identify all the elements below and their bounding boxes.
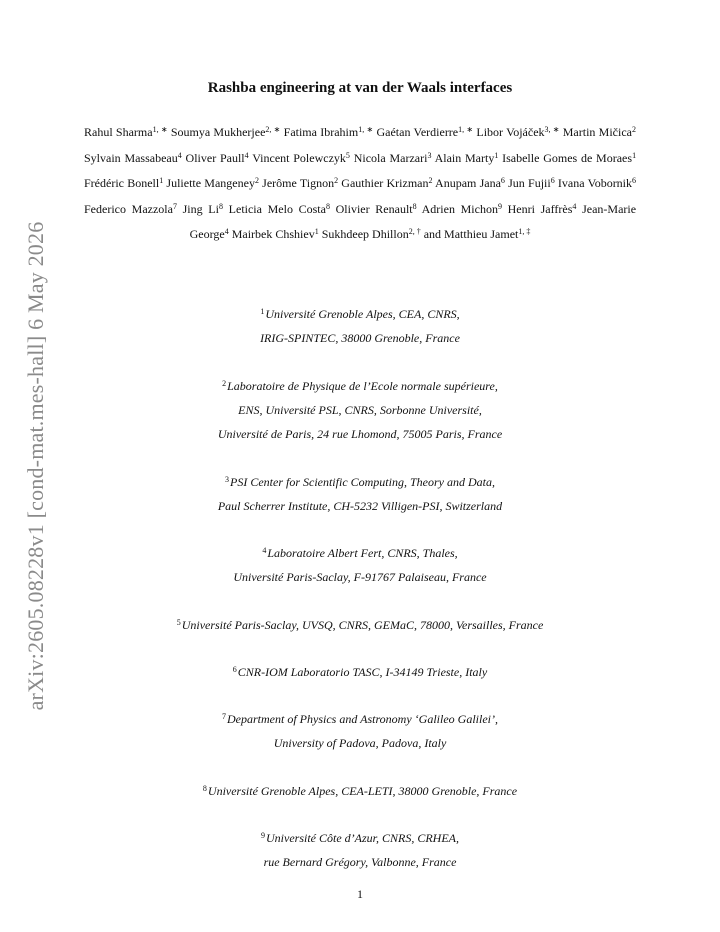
author [171,125,281,139]
author [563,125,636,139]
author-affiliation-mark: 6 [632,176,637,186]
author [336,202,417,216]
author [284,125,374,139]
author-affiliation-mark: 1, ∗ [152,125,168,134]
affiliation-3 [0,470,720,518]
author-name: Federico Mazzola [84,201,173,216]
author-name: Gaétan Verdierre [376,125,459,139]
author-affiliation-mark: 2, † [408,227,421,237]
author-affiliation-mark: 8 [412,201,417,211]
author-affiliation-mark: 1, ∗ [458,125,474,134]
author [508,202,577,216]
author [444,227,530,241]
affiliation-line [0,302,720,326]
author [84,202,177,216]
author-name: Libor Vojáček [476,125,545,139]
affiliation-line [0,326,720,350]
affiliation-number: 5 [176,618,181,627]
author [262,176,338,190]
affiliation-text: Université Grenoble Alpes, CEA-LETI, 38000 Grenoble, France [207,784,518,798]
author [252,151,350,165]
author-affiliation-mark: 4 [244,150,249,160]
affiliation-line [0,422,720,446]
author-affiliation-mark: 1 [494,150,499,160]
author-name: Olivier Renault [335,201,413,216]
author-name: Vincent Polewczyk [252,150,346,165]
author-name: Sukhdeep Dhillon [321,227,409,242]
author-name: Isabelle Gomes de Moraes [502,150,633,165]
affiliation-line [0,731,720,755]
affiliation-line [0,374,720,398]
author-affiliation-mark: 7 [172,201,177,211]
affiliation-text: Université Paris-Saclay, F-91767 Palaiseau, France [233,570,487,584]
affiliation-text: Université Grenoble Alpes, CEA, CNRS, [265,307,460,321]
author [354,151,432,165]
author-affiliation-mark: 2, ∗ [265,125,281,134]
author-affiliation-mark: 9 [497,201,502,211]
author [183,202,223,216]
author-name: Alain Marty [434,150,495,165]
author-name: Adrien Michon [421,201,498,216]
affiliation-line [0,779,720,803]
author [376,125,473,139]
author-affiliation-mark: 4 [224,227,229,237]
affiliation-text: rue Bernard Grégory, Valbonne, France [263,855,457,869]
affiliation-line [0,660,720,684]
author-name: Rahul Sharma [84,125,153,139]
author-affiliation-mark: 2 [428,176,433,186]
author-name: Jing Li [182,201,219,216]
author [229,202,330,216]
affiliation-text: PSI Center for Scientific Computing, Theory and Data, [230,475,495,489]
author [558,176,636,190]
author-affiliation-mark: 1 [314,227,319,237]
affiliation-6 [0,660,720,684]
affiliation-line [0,850,720,874]
author [186,151,249,165]
affiliation-text: ENS, Université PSL, CNRS, Sorbonne Université, [238,403,482,417]
affiliation-line [0,398,720,422]
author-affiliation-mark: 1 [159,176,164,186]
author-name: Jun Fujii [508,176,551,191]
author-name: Jean-Marie George [189,201,637,242]
affiliation-text: Université de Paris, 24 rue Lhomond, 75005 Paris, France [217,427,503,441]
author-affiliation-mark: 5 [345,150,350,160]
author-affiliation-mark: 4 [572,201,577,211]
author-affiliation-mark: 1, ∗ [358,125,374,134]
affiliation-number: 1 [260,307,265,316]
affiliation-text: Paul Scherrer Institute, CH-5232 Villigen-PSI, Switzerland [217,499,503,513]
author-affiliation-mark: 2 [334,176,339,186]
author-list [84,120,636,248]
author-name: Oliver Paull [185,150,245,165]
author-affiliation-mark: 3 [427,150,432,160]
author-name: Mairbek Chshiev [231,227,315,242]
author-name: Matthieu Jamet [444,227,519,242]
affiliation-text: Department of Physics and Astronomy ‘Galileo Galilei’, [227,712,498,726]
author-conjunction: and [423,227,442,242]
author [166,176,259,190]
affiliation-number: 7 [222,712,227,721]
author [84,151,182,165]
affiliation-9 [0,826,720,874]
author-name: Anupam Jana [435,176,501,191]
author-name: Sylvain Massabeau [84,150,178,165]
author [508,176,555,190]
affiliation-7 [0,707,720,755]
affiliation-text: University of Padova, Padova, Italy [273,736,447,750]
affiliation-number: 9 [261,831,265,840]
author-name: Frédéric Bonell [84,176,160,191]
affiliation-text: IRIG-SPINTEC, 38000 Grenoble, France [260,331,460,345]
affiliation-line [0,826,720,850]
author-affiliation-mark: 2 [254,176,259,186]
author-affiliation-mark: 4 [177,150,182,160]
affiliation-number: 4 [262,546,267,555]
affiliation-text: Laboratoire Albert Fert, CNRS, Thales, [267,546,458,560]
affiliation-line [0,613,720,637]
paper-title: Rashba engineering at van der Waals interfaces [207,80,513,96]
affiliation-number: 8 [202,784,207,793]
affiliation-text: Université Côte d’Azur, CNRS, CRHEA, [266,831,459,845]
author-name: Martin Mičica [562,125,632,139]
affiliation-line [0,541,720,565]
affiliation-text: CNR-IOM Laboratorio TASC, I-34149 Trieste, Italy [237,665,488,679]
author-affiliation-mark: 1, ‡ [518,227,531,237]
affiliation-number: 3 [225,475,229,484]
author-affiliation-mark: 6 [500,176,505,186]
author-name: Jerôme Tignon [262,176,335,191]
author-affiliation-mark: 2 [632,125,636,134]
affiliation-number: 6 [232,665,237,674]
author [435,151,499,165]
author [232,227,319,241]
author-name: Leticia Melo Costa [228,201,326,216]
author-name: Fatima Ibrahim [283,125,359,139]
author [322,227,421,241]
author-affiliation-mark: 3, ∗ [544,125,560,134]
author [84,125,168,139]
author-affiliation-mark: 8 [218,201,223,211]
affiliation-line [0,565,720,589]
page-number: 1 [357,887,363,901]
author-affiliation-mark: 6 [550,176,555,186]
affiliation-2 [0,374,720,446]
author-name: Nicola Marzari [353,150,428,165]
affiliation-4 [0,541,720,589]
author-affiliation-mark: 1 [632,150,637,160]
affiliation-line [0,707,720,731]
author-name: Soumya Mukherjee [170,125,266,139]
author [502,151,636,165]
affiliation-1 [0,302,720,350]
author-name: Ivana Vobornik [557,176,633,191]
affiliation-line [0,470,720,494]
affiliation-text: Université Paris-Saclay, UVSQ, CNRS, GEMaC, 78000, Versailles, France [181,618,544,632]
author [422,202,502,216]
affiliation-line [0,494,720,518]
author-affiliation-mark: 8 [325,201,330,211]
affiliation-5 [0,613,720,637]
author [476,125,559,139]
author-name: Henri Jaffrès [507,201,573,216]
affiliation-text: Laboratoire de Physique de l’Ecole normale supérieure, [227,379,498,393]
author-name: Juliette Mangeney [166,176,255,191]
author [84,176,163,190]
author [341,176,432,190]
author-name: Gauthier Krizman [341,176,429,191]
affiliation-8 [0,779,720,803]
affiliation-number: 2 [222,379,227,388]
author [435,176,505,190]
arxiv-identifier: arXiv:2605.08228v1 [cond-mat.mes-hall] 6 May 2026 [23,221,48,711]
